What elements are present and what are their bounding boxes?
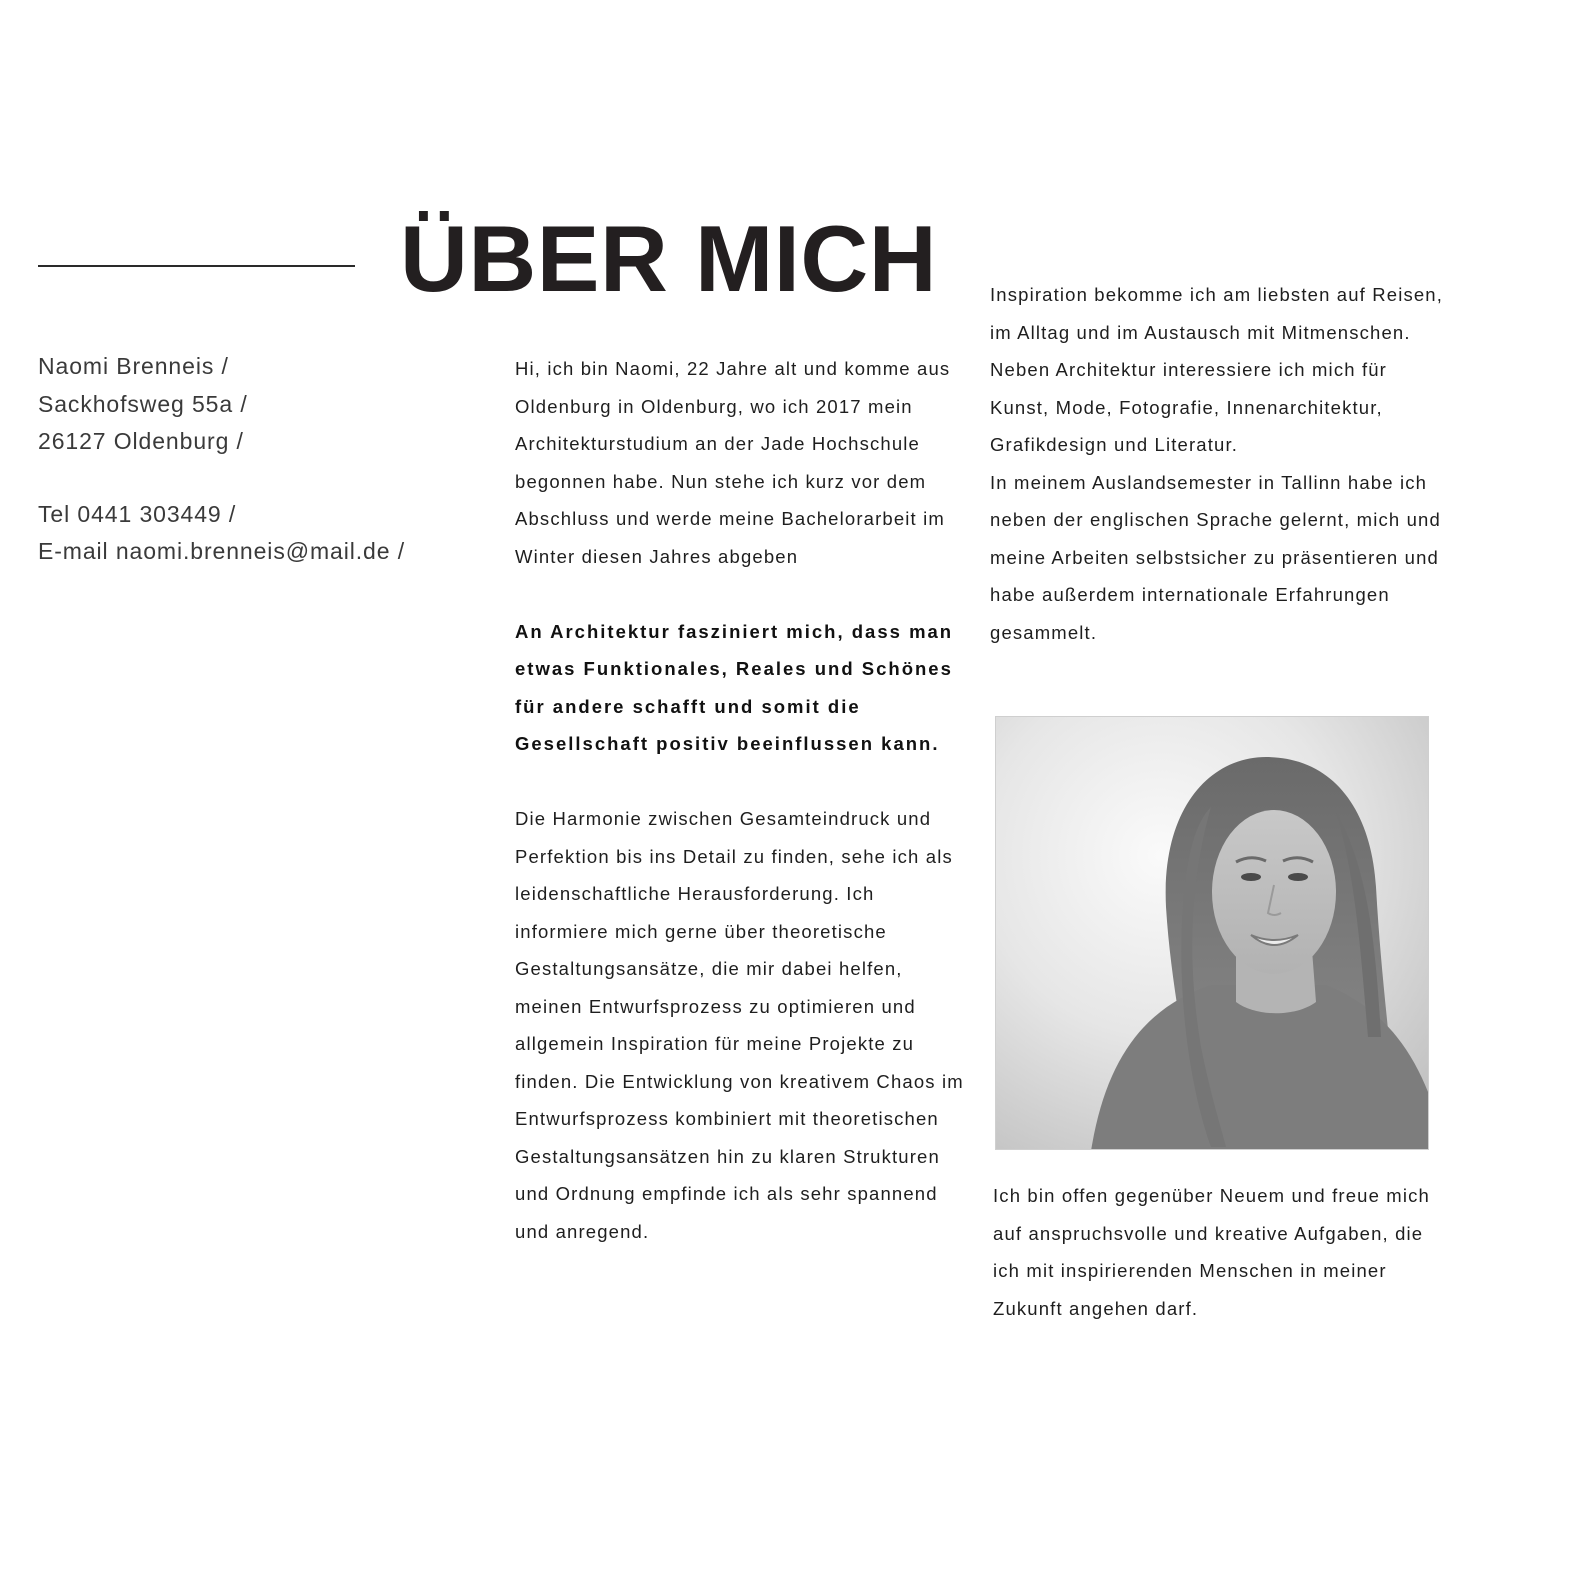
contact-block (38, 348, 478, 571)
inspiration-paragraph: Inspiration bekomme ich am liebsten auf Reisen, im Alltag und im Austausch mit Mitmenschen. Neben Architektur interessiere ich mich für Kunst, Mode, Fotografie, Innenarchitektur, Grafikdesign und Literatur. (990, 284, 1444, 455)
contact-email: E-mail naomi.brenneis@mail.de / (38, 538, 405, 564)
paragraph-spacer (515, 763, 965, 801)
contact-gap (38, 461, 478, 496)
portrait-illustration (996, 717, 1429, 1150)
right-text-column-bottom (993, 1177, 1453, 1327)
contact-city: 26127 Oldenburg / (38, 428, 244, 454)
right-eye (1288, 873, 1308, 881)
title-divider-line (38, 265, 355, 267)
contact-name: Naomi Brenneis / (38, 353, 229, 379)
portrait-photo (995, 716, 1429, 1150)
left-eye (1241, 873, 1261, 881)
page-title: ÜBER MICH (400, 206, 938, 311)
middle-text-column (515, 350, 965, 1250)
paragraph-spacer (515, 575, 965, 613)
semester-paragraph: In meinem Auslandsemester in Tallinn habe ich neben der englischen Sprache gelernt, mich und meine Arbeiten selbstsicher zu präsentieren und habe außerdem internationale Erfahrungen gesammelt. (990, 471, 1441, 643)
harmony-paragraph: Die Harmonie zwischen Gesamteindruck und Perfektion bis ins Detail zu finden, sehe ich als leidenschaftliche Herausforderung. Ich informiere mich gerne über theoretische Gestaltungsansätze, die mir dabei helfen, meinen Entwurfsprozess zu optimieren und allgemein Inspiration für meine Projekte zu finden. Die Entwicklung von kreativem Chaos im Entwurfsprozess kombiniert mit theoretischen Gestaltungsansätzen hin zu klaren Strukturen und Ordnung empfinde ich als sehr spannend und anregend. (515, 808, 964, 1242)
contact-phone: Tel 0441 303449 / (38, 500, 237, 527)
right-text-column-top (990, 276, 1450, 651)
intro-paragraph: Hi, ich bin Naomi, 22 Jahre alt und komme aus Oldenburg in Oldenburg, wo ich 2017 mein Architekturstudium an der Jade Hochschule begonnen habe. Nun stehe ich kurz vor dem Abschluss und werde meine Bachelorarbeit im Winter diesen Jahres abgeben (515, 358, 951, 567)
face-shape (1212, 810, 1336, 974)
highlight-paragraph: An Architektur fasziniert mich, dass man etwas Funktionales, Reales und Schönes für andere schafft und somit die Gesellschaft positiv beeinflussen kann. (515, 620, 954, 754)
closing-paragraph: Ich bin offen gegenüber Neuem und freue mich auf anspruchsvolle und kreative Aufgaben, die ich mit inspirierenden Menschen in meiner Zukunft angehen darf. (993, 1185, 1430, 1319)
contact-street: Sackhofsweg 55a / (38, 390, 248, 417)
